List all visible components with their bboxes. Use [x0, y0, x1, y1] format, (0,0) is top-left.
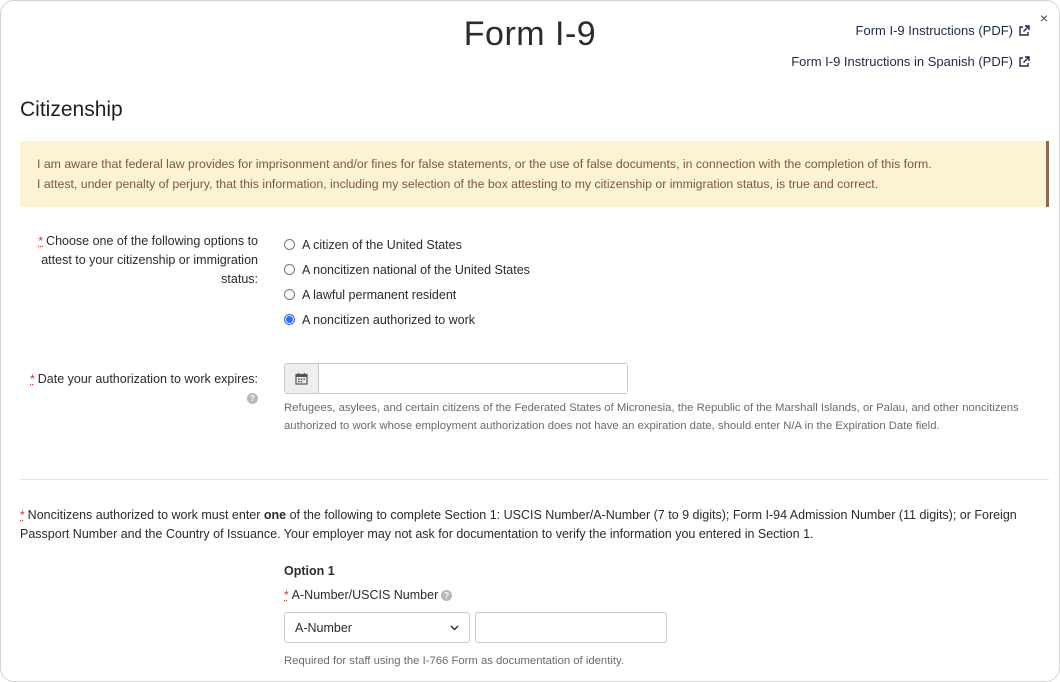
instructions-spanish-pdf-link[interactable] [791, 54, 1030, 69]
expiration-date-hint: Refugees, asylees, and certain citizens of the Federated States of Micronesia, the Republic of the Marshall Islands, or Palau, and other noncitizens authorized to work whose employment authorization does not have an expiration date, should enter N/A in the Expiration Date field. [284, 402, 1019, 432]
external-link-icon [1018, 56, 1030, 68]
instructions-spanish-pdf-label: Form I-9 Instructions in Spanish (PDF) [791, 54, 1013, 69]
radio-label: A citizen of the United States [302, 237, 462, 252]
section-divider [20, 479, 1049, 480]
page-title: Form I-9 [463, 15, 597, 53]
expiration-date-label-text: Date your authorization to work expires: [37, 372, 258, 386]
expiration-date-input[interactable] [319, 364, 627, 393]
expiration-date-picker [284, 363, 628, 394]
citizenship-radio-group [284, 232, 530, 332]
citizenship-status-label [20, 232, 258, 289]
required-marker: * [20, 508, 25, 522]
section-title: Citizenship [20, 98, 123, 121]
instructions-pdf-link[interactable] [856, 23, 1030, 38]
radio-option-us-citizen[interactable] [284, 232, 530, 257]
help-icon[interactable]: ? [441, 590, 452, 601]
a-number-hint: Required for staff using the I-766 Form as documentation of identity. [284, 655, 624, 667]
radio-button[interactable] [284, 239, 295, 250]
notice-line-1: I am aware that federal law provides for imprisonment and/or fines for false statements, or the use of false documents, in connection with the completion of this form. [37, 157, 932, 171]
notice-line-2: I attest, under penalty of perjury, that this information, including my selection of the box attesting to my citizenship or immigration status, is true and correct. [37, 177, 879, 191]
chevron-down-icon [450, 625, 459, 631]
noncitizen-instructions [20, 506, 1040, 544]
radio-button[interactable] [284, 264, 295, 275]
select-value: A-Number [295, 620, 352, 635]
a-number-label [284, 588, 452, 602]
radio-button[interactable] [284, 289, 295, 300]
radio-button-selected[interactable] [284, 314, 295, 325]
a-number-input[interactable] [475, 612, 667, 643]
calendar-button[interactable] [285, 364, 319, 393]
required-marker: * [30, 372, 35, 386]
perjury-notice [20, 141, 1049, 207]
external-link-icon [1018, 25, 1030, 37]
radio-label: A noncitizen national of the United States [302, 262, 530, 277]
radio-label: A noncitizen authorized to work [302, 312, 476, 327]
required-marker: * [38, 234, 44, 248]
a-number-label-text: A-Number/USCIS Number [291, 588, 439, 602]
help-icon[interactable]: ? [247, 393, 258, 404]
a-number-type-select[interactable] [284, 612, 470, 643]
radio-label: A lawful permanent resident [302, 287, 457, 302]
citizenship-status-label-text: Choose one of the following options to attest to your citizenship or immigration status: [41, 234, 258, 286]
radio-option-noncitizen-national[interactable] [284, 257, 530, 282]
calendar-icon [295, 372, 308, 385]
required-marker: * [284, 588, 289, 602]
radio-option-permanent-resident[interactable] [284, 282, 530, 307]
noncitizen-text-after: of the following to complete Section 1: USCIS Number/A-Number (7 to 9 digits); Form I-94 Admission Number (11 digits); or Foreign Passport Number and the Country of Issuance. Your employer may not ask for documentation to verify the information you entered in Section 1. [20, 508, 1017, 541]
instructions-pdf-label: Form I-9 Instructions (PDF) [855, 23, 1013, 38]
noncitizen-text-bold: one [263, 508, 287, 522]
option-1-title: Option 1 [284, 564, 335, 578]
close-icon[interactable]: × [1039, 10, 1049, 26]
expiration-date-label [20, 370, 258, 408]
radio-option-noncitizen-authorized[interactable] [284, 307, 530, 332]
noncitizen-text-before: Noncitizens authorized to work must enter [27, 508, 264, 522]
